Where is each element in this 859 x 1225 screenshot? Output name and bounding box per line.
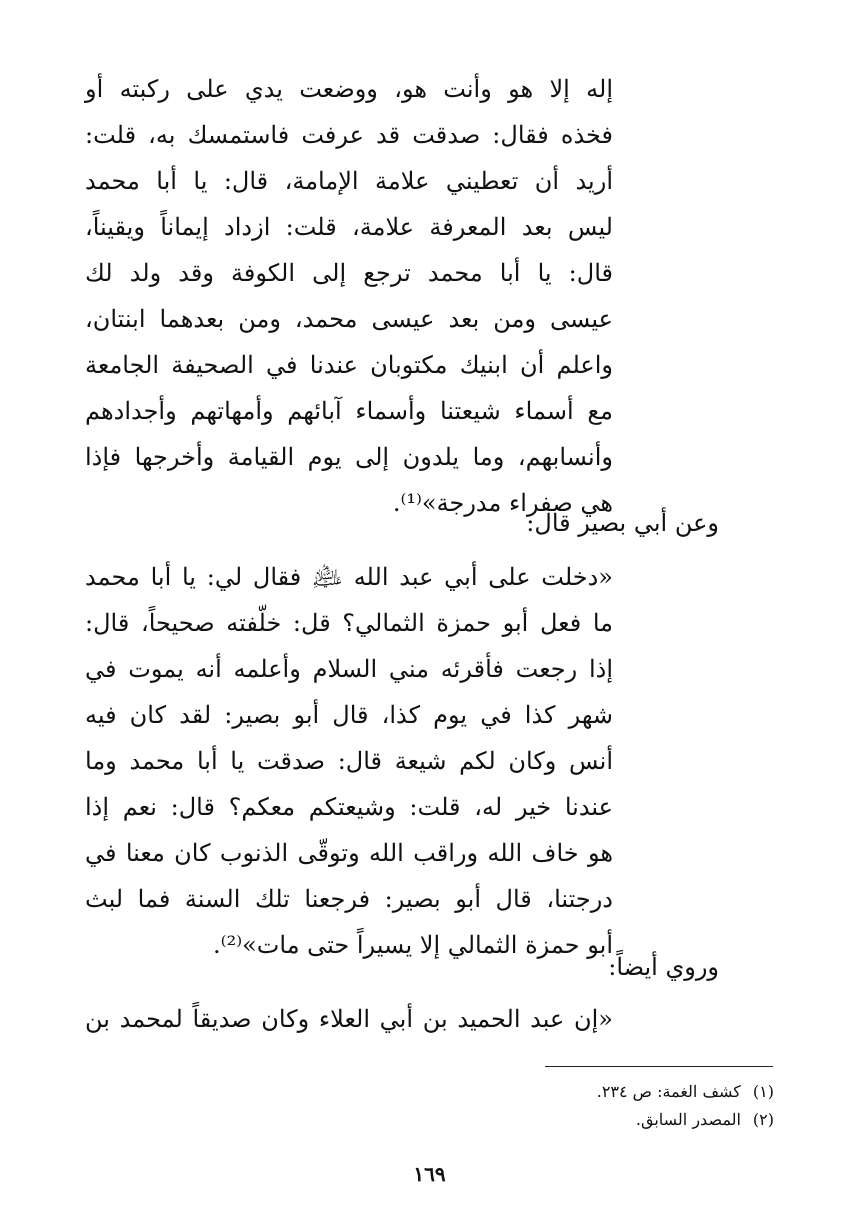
- text-line: «إن عبد الحميد بن أبي العلاء وكان صديقاً لمحمد بن: [85, 1005, 613, 1033]
- text-line: أبو حمزة الثمالي إلا يسيراً حتى مات»⁽²⁾.: [213, 931, 613, 959]
- footnote: [374, 1078, 774, 1106]
- page-number: ١٦٩: [413, 1162, 446, 1186]
- text-line: درجتنا، قال أبو بصير: فرجعنا تلك السنة فما لبث: [85, 885, 613, 913]
- text-line: ليس بعد المعرفة علامة، قلت: ازداد إيماناً ويقيناً،: [85, 213, 613, 241]
- text-line: «دخلت على أبي عبد الله ﵇ فقال لي: يا أبا محمد: [85, 563, 613, 591]
- footnotes: [374, 1078, 774, 1134]
- text-line: إذا رجعت فأقرئه مني السلام وأعلمه أنه يموت في: [85, 655, 613, 683]
- paragraph-2: [85, 554, 613, 968]
- footnote: [374, 1106, 774, 1134]
- text-line: أنس وكان لكم شيعة قال: صدقت يا أبا محمد وما: [85, 747, 613, 775]
- footnote-number: (٢): [752, 1110, 774, 1129]
- text-line: عندنا خير له، قلت: وشيعتكم معكم؟ قال: نعم إذا: [85, 793, 613, 821]
- paragraph-3: [85, 996, 613, 1042]
- text-line: واعلم أن ابنيك مكتوبان عندنا في الصحيفة الجامعة: [85, 351, 613, 379]
- text-line: إله إلا هو وأنت هو، ووضعت يدي على ركبته أو: [85, 75, 613, 103]
- footnote-text: المصدر السابق.: [635, 1110, 741, 1129]
- text-line: ما فعل أبو حمزة الثمالي؟ قل: خلّفته صحيحاً، قال:: [85, 609, 613, 637]
- text-line: هو خاف الله وراقب الله وتوقّى الذنوب كان معنا في: [85, 839, 613, 867]
- text-line: وأنسابهم، وما يلدون إلى يوم القيامة وأخرجها فإذا: [85, 443, 613, 471]
- text-line: شهر كذا في يوم كذا، قال أبو بصير: لقد كان فيه: [85, 701, 613, 729]
- section-heading: وروي أيضاً:: [608, 953, 719, 981]
- text-line: مع أسماء شيعتنا وأسماء آبائهم وأمهاتهم وأجدادهم: [85, 397, 613, 425]
- paragraph-1: [85, 66, 613, 526]
- section-heading: وعن أبي بصير قال:: [526, 509, 719, 537]
- footnote-number: (١): [752, 1082, 774, 1101]
- text-line: هي صفراء مدرجة»⁽¹⁾.: [392, 489, 613, 517]
- text-line: فخذه فقال: صدقت قد عرفت فاستمسك به، قلت:: [85, 121, 613, 149]
- text-line: أريد أن تعطيني علامة الإمامة، قال: يا أبا محمد: [85, 167, 613, 195]
- footnote-text: كشف الغمة: ص ٢٣٤.: [596, 1082, 741, 1101]
- text-line: عيسى ومن بعد عيسى محمد، ومن بعدهما ابنتان،: [85, 305, 613, 333]
- text-line: قال: يا أبا محمد ترجع إلى الكوفة وقد ولد لك: [85, 259, 613, 287]
- footnote-separator: [545, 1066, 773, 1067]
